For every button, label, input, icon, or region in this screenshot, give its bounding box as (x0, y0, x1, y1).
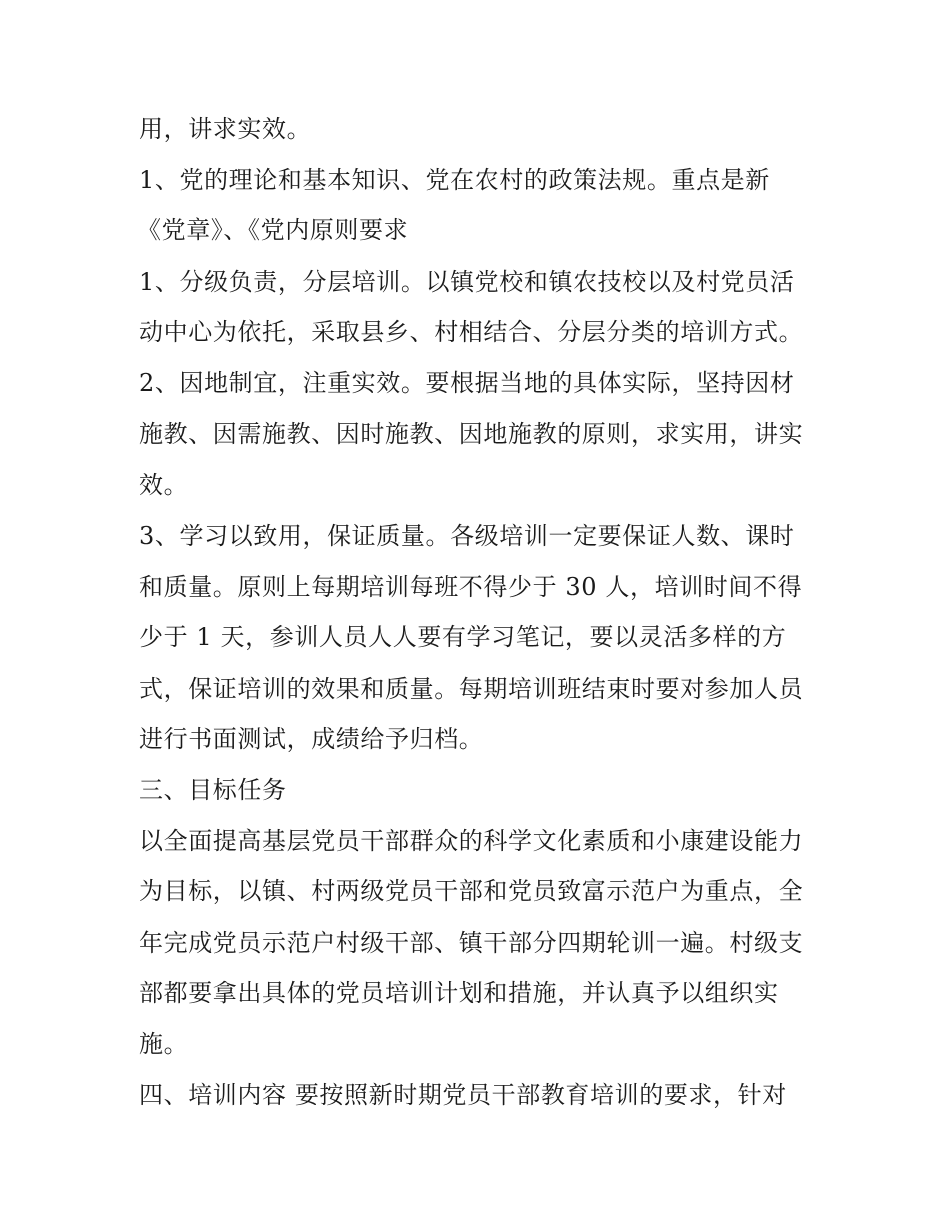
text-line: 效。 (139, 471, 189, 499)
text-line: 为目标，以镇、村两级党员干部和党员致富示范户为重点，全 (139, 877, 804, 905)
text-line: 施。 (139, 1030, 189, 1058)
text-line: 少于 1 天，参训人员人人要有学习笔记，要以灵活多样的方 (139, 623, 787, 651)
text-line: 用，讲求实效。 (139, 115, 312, 143)
section-heading: 四、培训内容 要按照新时期党员干部教育培训的要求，针对 (139, 1081, 787, 1109)
text-line: 3、学习以致用，保证质量。各级培训一定要保证人数、课时 (139, 522, 795, 550)
text-line: 和质量。原则上每期培训每班不得少于 30 人，培训时间不得 (139, 573, 803, 601)
text-line: 年完成党员示范户村级干部、镇干部分四期轮训一遍。村级支 (139, 929, 804, 957)
text-line: 式，保证培训的效果和质量。每期培训班结束时要对参加人员 (139, 675, 804, 703)
text-line: 进行书面测试，成绩给予归档。 (139, 725, 484, 753)
text-line: 《党章》、《党内原则要求 (137, 216, 409, 244)
section-heading: 三、目标任务 (139, 776, 287, 804)
text-line: 2、因地制宜，注重实效。要根据当地的具体实际，坚持因材 (139, 369, 795, 397)
text-line: 动中心为依托，采取县乡、村相结合、分层分类的培训方式。 (139, 318, 804, 346)
text-line: 部都要拿出具体的党员培训计划和措施，并认真予以组织实 (139, 979, 779, 1007)
text-line: 1、分级负责，分层培训。以镇党校和镇农技校以及村党员活 (139, 268, 795, 296)
text-line: 以全面提高基层党员干部群众的科学文化素质和小康建设能力 (139, 827, 804, 855)
text-line: 施教、因需施教、因时施教、因地施教的原则，求实用，讲实 (139, 420, 804, 448)
text-line: 1、党的理论和基本知识、党在农村的政策法规。重点是新 (139, 166, 770, 194)
